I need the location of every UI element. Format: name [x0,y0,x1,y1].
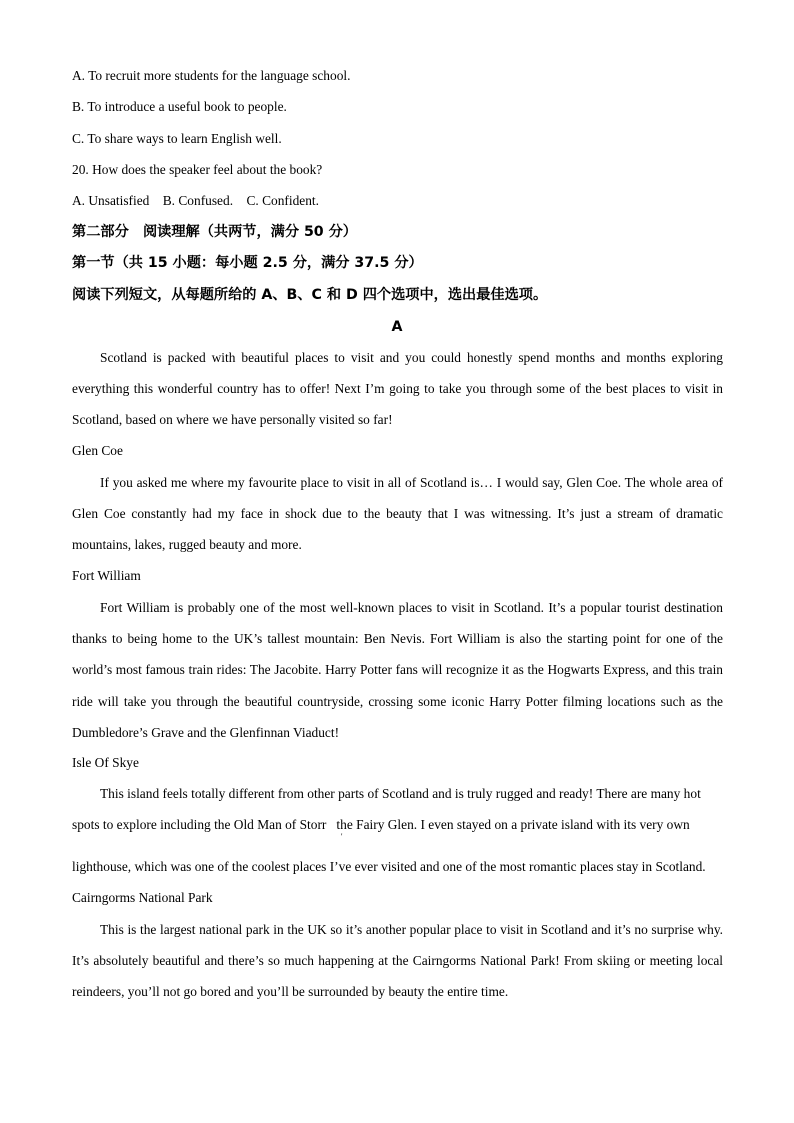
reading-instruction: 阅读下列短文，从每题所给的 A、B、C 和 D 四个选项中，选出最佳选项。 [72,287,548,303]
fort-william-paragraph: Fort William is probably one of the most well-known places to visit in Scotland. It’s a popular tourist destination thanks to being home to the UK’s tallest mountain: Ben Nevis. Fort William is also the starting point for one of the world’s most famous train rides: The Jacobite. Harry Potter fans will recognize it as the Hogwarts Express, and this train ride will take you through the beautiful countryside, crossing some iconic Harry Potter filming locations such as the Dumbledore’s Grave and the Glenfinnan Viaduct! [72,600,723,740]
skye-line-1: This island feels totally different from other parts of Scotland and is truly rugged and ready! There are many hot [100,786,701,801]
q19-option-c: C. To share ways to learn English well. [72,131,282,146]
passage-label: A [391,319,403,335]
part2-heading: 第二部分 阅读理解（共两节，满分 50 分） [72,224,357,240]
q20-question: 20. How does the speaker feel about the book? [72,162,323,177]
q20-options: A. Unsatisfied B. Confused. C. Confident. [72,193,319,208]
section-title-glen-coe: Glen Coe [72,443,123,458]
q19-option-b: B. To introduce a useful book to people. [72,99,287,114]
q19-option-a: A. To recruit more students for the language school. [72,68,351,83]
section1-heading: 第一节（共 15 小题：每小题 2.5 分，满分 37.5 分） [72,255,423,271]
passage-intro: Scotland is packed with beautiful places to visit and you could honestly spend months and months exploring everything this wonderful country has to offer! Next I’m going to take you through some of the best places to visit in Scotland, based on where we have personally visited so far! [72,350,723,428]
skye-line-3: lighthouse, which was one of the coolest places I’ve ever visited and one of the most romantic places stay in Scotland. [72,859,706,874]
section-title-cairngorms: Cairngorms National Park [72,890,213,905]
skye-mark: ' [341,832,343,841]
section-title-fort-william: Fort William [72,568,141,583]
skye-line-2: spots to explore including the Old Man of Storr the Fairy Glen. I even stayed on a private island with its very own [72,817,690,832]
glen-coe-paragraph: If you asked me where my favourite place to visit in all of Scotland is… I would say, Glen Coe. The whole area of Glen Coe constantly had my face in shock due to the beauty that I was witnessing. It’s just a stream of dramatic mountains, lakes, rugged beauty and more. [72,475,723,553]
section-title-isle-of-skye: Isle Of Skye [72,755,139,770]
cairngorms-paragraph: This is the largest national park in the UK so it’s another popular place to visit in Scotland and it’s no surprise why. It’s absolutely beautiful and there’s so much happening at the Cairngorms National Park! From skiing or meeting local reindeers, you’ll not go bored and you’ll be surrounded by beauty the entire time. [72,922,723,1000]
